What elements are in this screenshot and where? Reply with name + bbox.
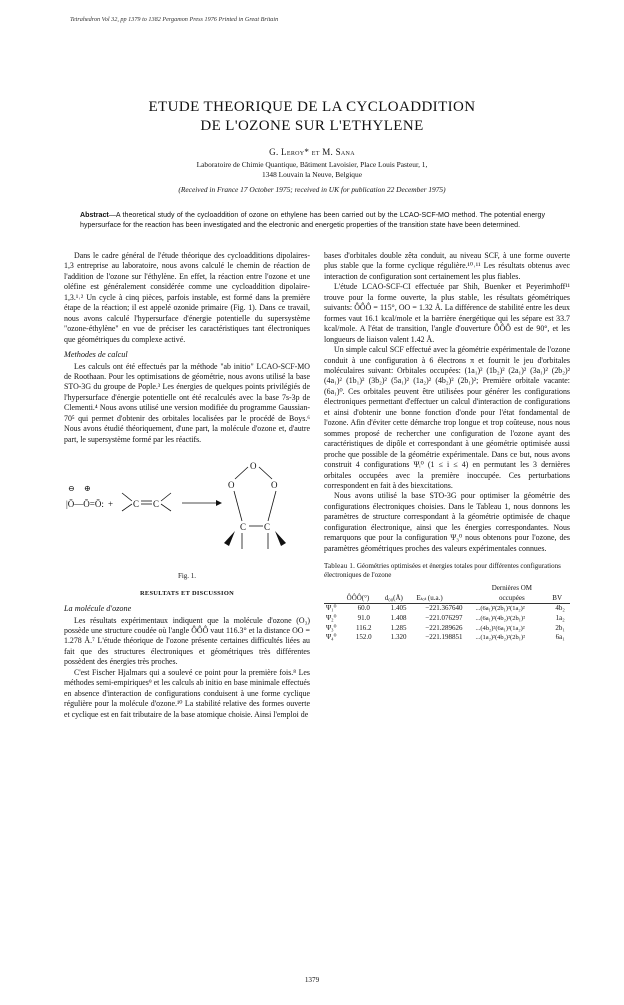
affiliation-line-1: Laboratoire de Chimie Quantique, Bâtiment Lavoisier, Place Louis Pasteur, 1, (196, 160, 428, 169)
row-energy: −221.198851 (425, 633, 463, 642)
arrow-head (216, 500, 222, 506)
row-angle: 60.0 (357, 604, 370, 613)
table-header-row-1 (324, 584, 570, 594)
plus-charge: ⊕ (84, 484, 91, 494)
affiliation (0, 160, 624, 180)
header-bv: BV (550, 594, 570, 604)
row-occupied: ...(6a₁)²(2b₁)²(1a₂)² (475, 605, 525, 613)
row-distance: 1.285 (390, 623, 407, 632)
right-column (324, 251, 570, 643)
right-paragraph-1: bases d'orbitales double zêta conduit, au niveau SCF, à une forme ouverte plus stable que la forme cyclique régulière.¹⁰˒¹¹ Les résultats obtenus avec interaction de configuration sont certainement les plus fiables. (324, 251, 570, 281)
row-angle: 91.0 (357, 613, 370, 622)
row-occupied: ...(6a₁)²(4b₂)²(2b₁)² (475, 614, 526, 622)
row-energy: −221.076297 (425, 613, 463, 622)
header-angle: ÔÔÔ(°) (345, 594, 383, 604)
row-bv: 6a₁ (555, 633, 565, 642)
header-last-mo: Dernières OM (491, 584, 532, 593)
row-bv: 1a₂ (555, 613, 565, 622)
figure-1-caption: Fig. 1. (177, 572, 197, 581)
abstract-label: Abstract (80, 211, 109, 219)
ethylene-bond-2 (122, 504, 132, 511)
abstract-text: —A theoretical study of the cycloaddition of ozone on ethylene has been carried out by the LCAO-SCF-MO method. The potential energy hypersurface for the reaction has been investigated and the electronic and energetic properties of the transition state have been determined. (80, 211, 545, 230)
header-energy: Eₜₒₜ (u.a.) (414, 594, 473, 604)
methods-paragraph: Les calculs ont été effectués par la méthode "ab initio" LCAO-SCF-MO de Roothaan. Pour les optimisations de géométrie, nous avons utilisé la base STO-3G du groupe de Pople.³ Les énergies de quelques points privilégiés de l'hypersurface d'énergie potentielle ont été recalculés avec la base 7s-3p de Clementi.⁴ Nous avons utilisé une version modifiée du programme Gaussian-70⁵ qui permet d'obtenir des orbitales localisées par le procédé de Boys.⁶ Nous avons étudié théoriquement, d'une part, la molécule d'ozone et, d'autre part, le supersystème formé par les réactifs. (64, 361, 310, 444)
page-number: 1379 (304, 976, 320, 984)
header-occupied: occupées (473, 594, 550, 604)
affiliation-line-2: 1348 Louvain la Neuve, Belgique (262, 170, 362, 179)
row-energy: −221.289626 (425, 623, 463, 632)
ethylene-bond-3 (161, 493, 171, 501)
table-1-number: Tableau 1. (324, 562, 356, 571)
ethylene-bond-4 (161, 504, 171, 511)
header-distance: d₀₀(Å) (383, 594, 415, 604)
ethylene-c1: C (133, 499, 140, 510)
table-row (324, 614, 570, 624)
ring-bond-1 (235, 467, 248, 479)
left-column (64, 251, 310, 720)
ring-bond-3 (234, 491, 242, 521)
right-paragraph-4: Nous avons utilisé la base STO-3G pour optimiser la géométrie des configurations électroniques choisies. Dans le Tableau 1, nous donnons les paramètres de structure correspondant à la géométrie optimisée de chaque configuration électronique, ainsi que les énergies correspondantes. Nous remarquons que pour la configuration Ψ₃⁰ nous obtenons pour l'ozone, des paramètres géométriques proches des valeurs expérimentales connues. (324, 491, 570, 553)
ozone-paragraph-2: C'est Fischer Hjalmars qui a soulevé ce point pour la première fois.⁸ Les méthodes semi-empiriques⁹ et les calculs ab initio en base minimale effectués en absence d'interaction de configurations conduisent à une forme cyclique régulière pour la molécule d'ozone.¹⁰ La stabilité relative des formes ouverte et cyclique est en fait tributaire de la base atomique choisie. Ainsi l'emploi de (64, 667, 310, 719)
row-energy: −221.367640 (425, 604, 463, 613)
ring-o-right: O (271, 480, 278, 491)
table-1 (324, 584, 570, 643)
authors: G. Leroy* et M. Sana (269, 147, 355, 157)
methods-heading: Methodes de calcul (64, 350, 128, 360)
ethylene-c2: C (153, 499, 160, 510)
row-occupied: ...(4b₂)²(6a₁)²(1a₂)² (475, 624, 525, 632)
row-distance: 1.320 (390, 633, 407, 642)
ozone-structure: |Ō—Ō=Ō: (66, 499, 104, 510)
row-angle: 116.2 (355, 623, 372, 632)
wedge-bond-2 (275, 531, 286, 546)
ring-o-top: O (250, 461, 257, 472)
row-distance: 1.408 (390, 613, 407, 622)
reaction-scheme (64, 451, 310, 567)
minus-charge: ⊖ (68, 484, 75, 494)
article-title (0, 98, 624, 136)
table-row (324, 604, 570, 614)
row-state: Ψ₁⁰ (326, 604, 337, 613)
received-dates: (Received in France 17 October 1975; received in UK for publication 22 December 1975) (178, 185, 446, 194)
running-head: Tetrahedron Vol 32, pp 1379 to 1382 Pergamon Press 1976 Printed in Great Britain (70, 16, 279, 23)
plus-sign: + (108, 499, 114, 510)
ring-o-left: O (228, 480, 235, 491)
intro-paragraph: Dans le cadre général de l'étude théorique des cycloadditions dipolaires-1,3 entreprise au laboratoire, nous avons calculé le chemin de réaction de l'addition de l'ozone sur l'éthylène. En effet, la réaction entre l'ozone et une oléfine est généralement considérée comme une cycloaddition dipolaire-1,3.¹˒² Un cycle à cinq pièces, parfois instable, est formé dans la première étape de la réaction; il est appelé ozonide primaire (Fig. 1). Dans ce travail, nous avons calculé l'hypersurface d'énergie potentielle du supersystème "ozone-éthylène" en vue de préciser les caractéristiques tant électroniques que géométriques du complexe activé. (64, 251, 310, 344)
ring-c-right: C (264, 522, 271, 533)
ring-bond-4 (268, 491, 276, 521)
ozone-subheading: La molécule d'ozone (64, 604, 132, 614)
title-line-1: ETUDE THEORIQUE DE LA CYCLOADDITION (148, 99, 476, 115)
table-header-row-2 (324, 594, 570, 604)
right-paragraph-3: Un simple calcul SCF effectué avec la géométrie expérimentale de l'ozone conduit à une configuration à 6 électrons π et fournit le jeu d'orbitales moléculaires suivant: Orbitales occupées: (1a₁)² (1b₂)² (2a₁)² (3a₁)² (2b₂)² (4a₁)² (1b₁)² (3b₂)² (5a₁)² (1a₂)² (4b₂)² (2b₁)²; Première orbitale vacante: (6a₁)⁰. Ces orbitales peuvent être utilisées pour générer les configurations électroniques permettant d'effectuer un calcul d'interaction de configurations et ainsi d'obtenir une bonne fonction d'onde pour l'état fondamental de l'ozone. Afin d'éviter cette démarche trop longue et trop coûteuse, nous nous sommes proposé de rechercher une configuration de l'ozone ayant des caractéristiques de dipôle et correspondant à une géométrie optimisée aussi proche que possible de la géométrie expérimentale. Dans ce but, nous avons construit 4 configurations Ψᵢ⁰ (1 ≤ i ≤ 4) en permutant les 3 dernières orbitales occupées avec la première inoccupée. Ces perturbations correspondent en fait à des biexcitations. (324, 345, 570, 490)
table-row (324, 633, 570, 643)
wedge-bond-1 (224, 531, 235, 546)
row-state: Ψ₄⁰ (326, 633, 337, 642)
figure-1 (64, 451, 310, 567)
row-occupied: ...(1a₂)²(4b₂)²(2b₁)² (475, 634, 526, 642)
row-bv: 4b₂ (555, 604, 565, 613)
right-paragraph-2: L'étude LCAO-SCF-CI effectuée par Shih, Buenker et Peyerimhoff¹¹ trouve pour la forme ouverte, la plus stable, les résultats géométriques suivants: ÔÔÔ = 115°, OO = 1.32 Å. La différence de stabilité entre les deux formes vaut 16.1 kcal/mole et la barrière énergétique qui les sépare est 33.7 kcal/mole. A l'état de transition, l'angle d'ouverture ÔÔÔ est de 90°, et les longueurs de liaison valent 1.42 Å. (324, 282, 570, 344)
ring-bond-2 (259, 467, 272, 479)
table-1-caption (324, 562, 570, 580)
ozone-paragraph-1: Les résultats expérimentaux indiquent que la molécule d'ozone (O₃) possède une structure coudée où l'angle ÔÔÔ vaut 116.3° et la distance OO = 1.278 Å.⁷ L'étude théorique de l'ozone présente certaines difficultés liées au fait que des structures électroniques et géométriques très différentes possèdent des énergies très proches. (64, 615, 310, 667)
row-state: Ψ₃⁰ (326, 623, 337, 632)
ring-c-left: C (240, 522, 247, 533)
table-1-caption-text: Géométries optimisées et énergies totales pour différentes configurations électroniques de l'ozone (324, 562, 561, 580)
title-line-2: DE L'OZONE SUR L'ETHYLENE (200, 118, 424, 134)
ethylene-bond-1 (122, 493, 132, 501)
row-bv: 2b₁ (555, 623, 565, 632)
row-distance: 1.405 (390, 604, 407, 613)
results-heading: RESULTATS ET DISCUSSION (139, 589, 235, 597)
abstract (80, 210, 545, 230)
row-state: Ψ₂⁰ (326, 613, 337, 622)
row-angle: 152.0 (355, 633, 372, 642)
table-row (324, 624, 570, 634)
